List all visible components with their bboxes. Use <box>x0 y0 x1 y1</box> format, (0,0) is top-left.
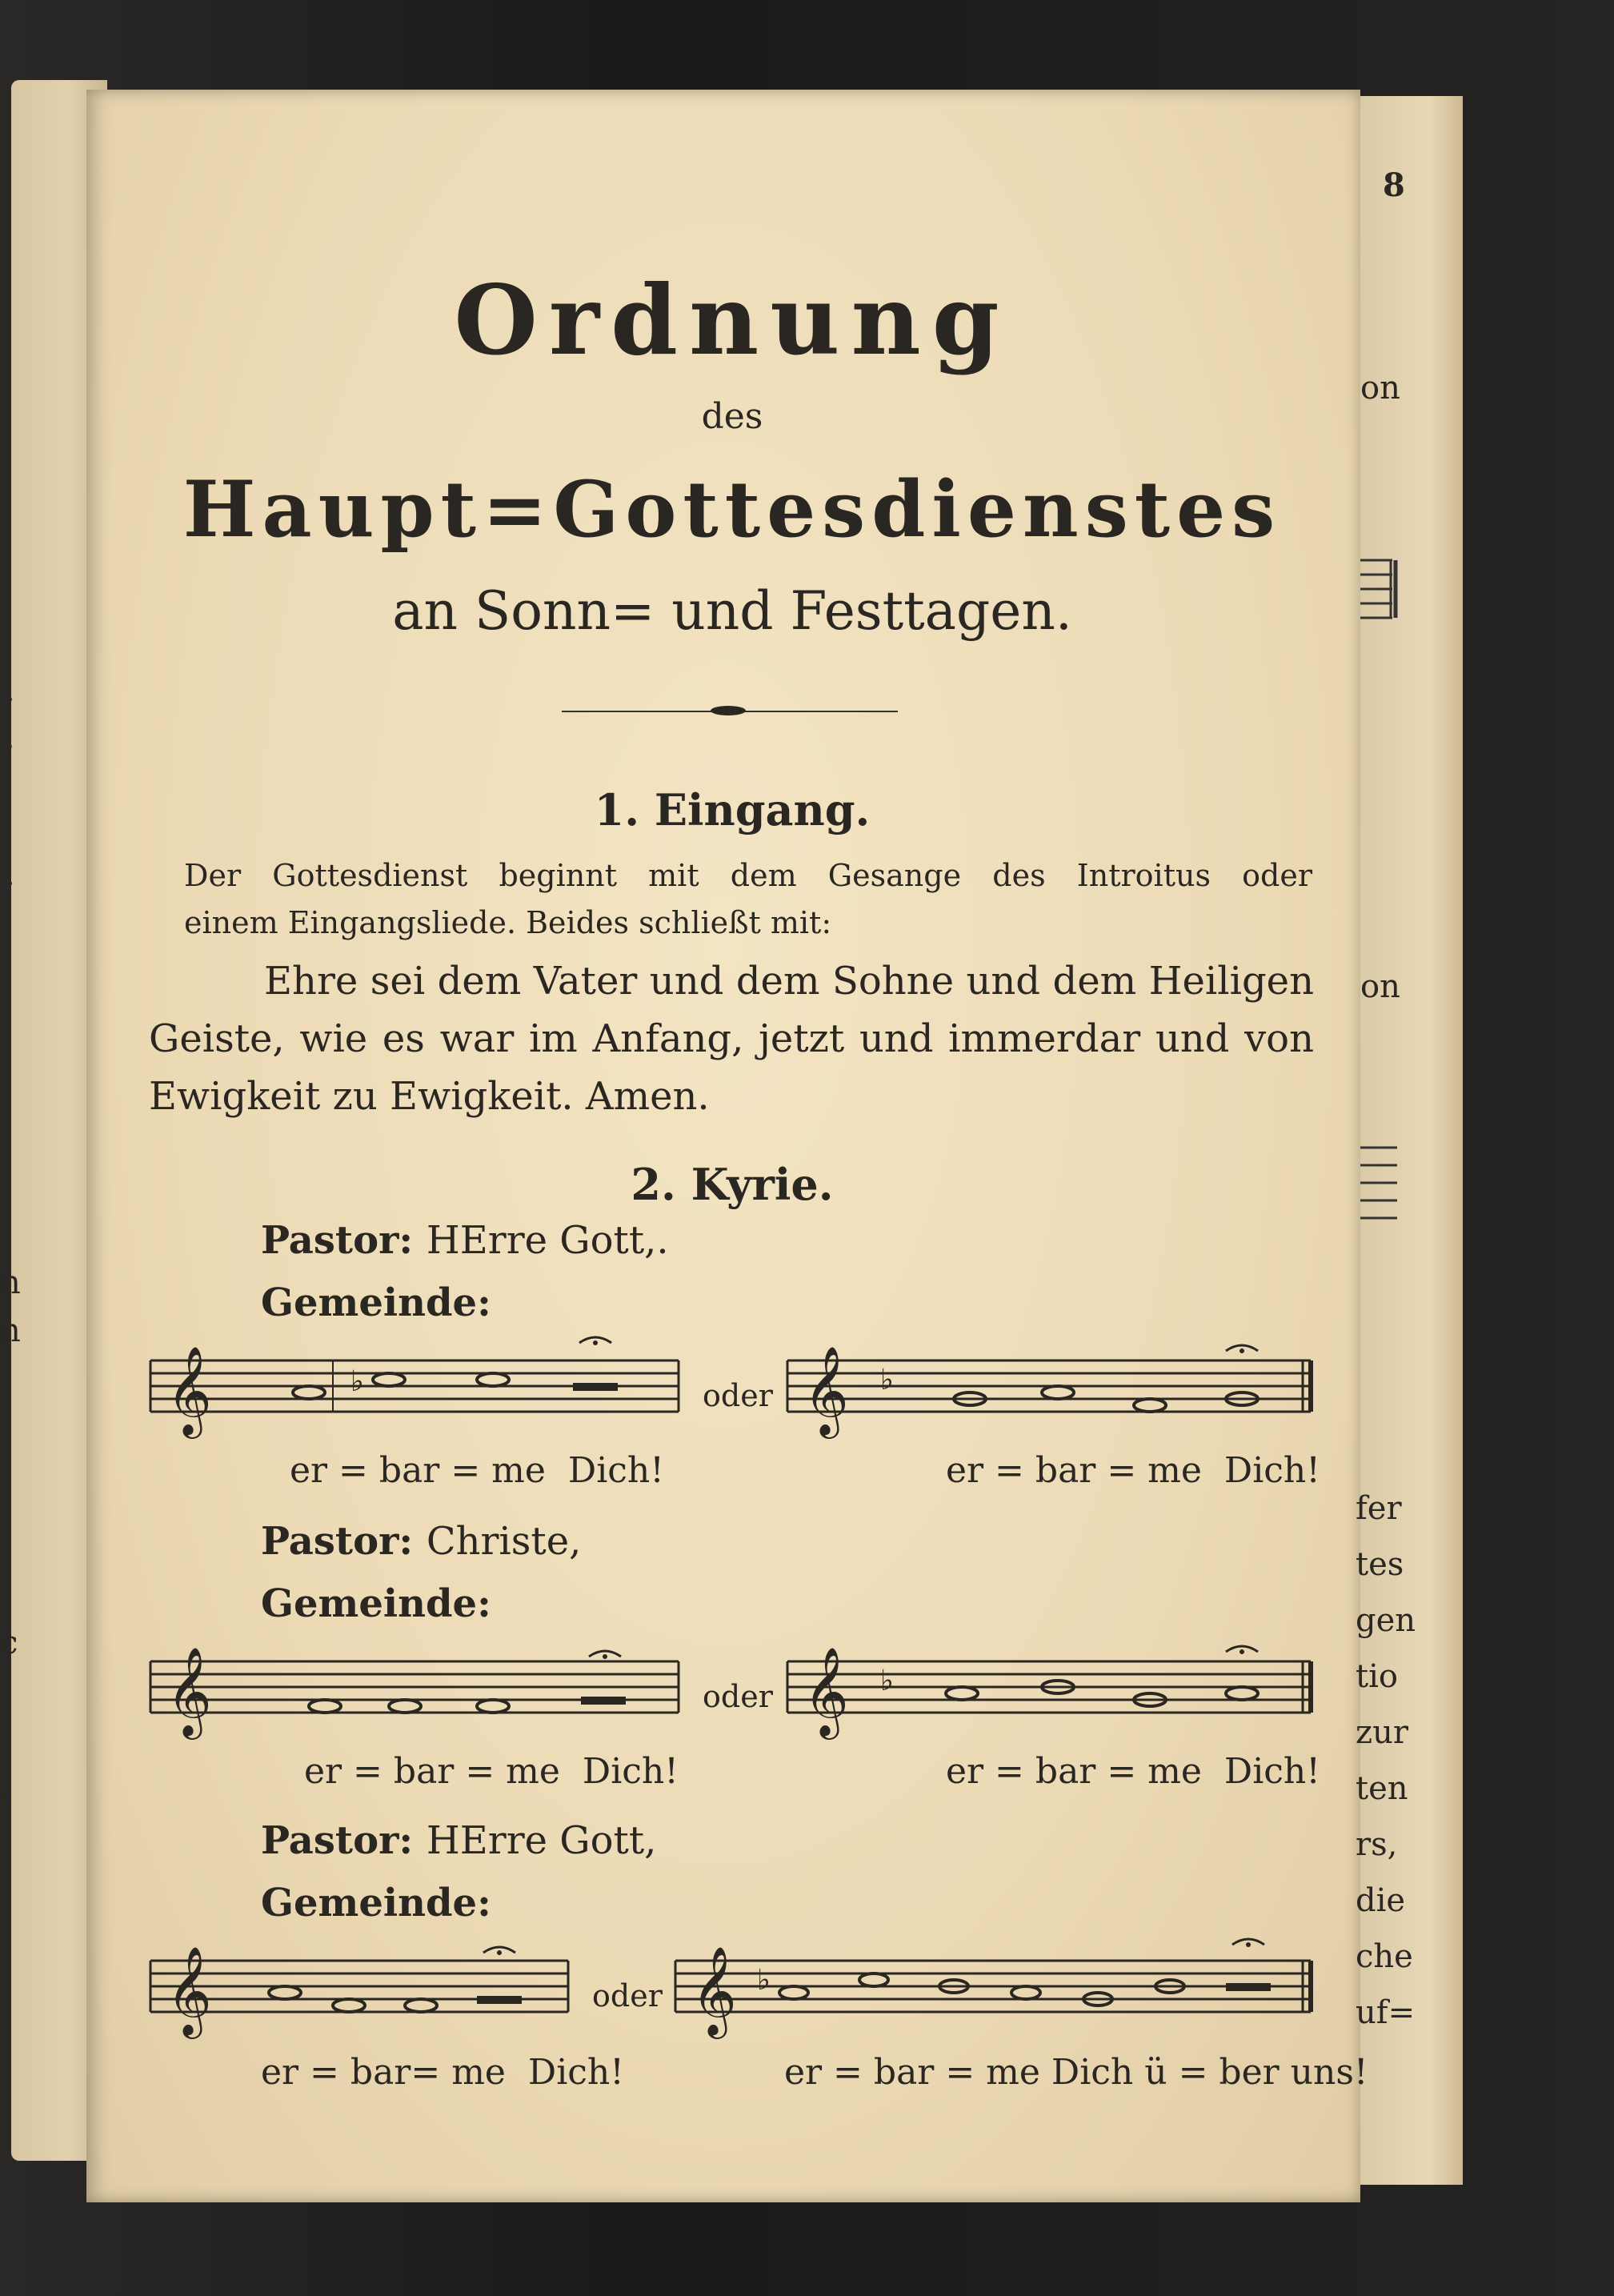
pastor-line <box>261 1818 656 1863</box>
pastor-line <box>261 1519 581 1564</box>
svg-text:𝄞: 𝄞 <box>803 1345 849 1435</box>
gloria-patri-line: Ehre sei dem Vater und dem Sohne und dem Heiligen <box>264 959 1314 1004</box>
congregation-label: Gemeinde: <box>261 1581 491 1626</box>
congregation-label: Gemeinde: <box>261 1280 491 1325</box>
lyrics: er = bar = me Dich! <box>304 1751 679 1792</box>
page-number: 8 <box>1383 166 1405 204</box>
instruction-line: Der Gottesdienst beginnt mit dem Gesange des Introitus oder <box>184 858 1312 893</box>
lyrics: er = bar= me Dich! <box>261 2052 624 2093</box>
margin-fragment: rs, <box>1356 1826 1398 1863</box>
margin-fragment: n <box>0 1264 21 1301</box>
svg-text:♭: ♭ <box>757 1964 771 1997</box>
margin-fragment: uf= <box>1356 1994 1416 2031</box>
margin-fragment: . <box>5 672 15 709</box>
music-staff <box>149 1634 683 1754</box>
lyrics: er = bar = me Dich! <box>946 1450 1320 1491</box>
svg-text:♭: ♭ <box>880 1364 894 1396</box>
music-staff <box>786 1333 1316 1453</box>
congregation-label: Gemeinde: <box>261 1881 491 1925</box>
margin-fragment: on <box>1360 370 1400 407</box>
margin-fragment: die <box>1356 1882 1406 1919</box>
music-staff <box>149 1933 573 2054</box>
subtitle: an Sonn= und Festtagen. <box>392 580 1072 642</box>
svg-text:𝄞: 𝄞 <box>166 1345 212 1435</box>
margin-fragment: gen <box>1356 1602 1416 1639</box>
or-label: oder <box>703 1679 773 1714</box>
music-staff <box>786 1634 1316 1754</box>
margin-fragment: , <box>5 720 15 757</box>
margin-fragment: che <box>1356 1938 1413 1975</box>
svg-text:𝄞: 𝄞 <box>691 1945 737 2035</box>
margin-fragment: tio <box>1356 1658 1398 1695</box>
margin-fragment: tes <box>1356 1546 1404 1583</box>
gloria-patri-line: Ewigkeit zu Ewigkeit. Amen. <box>149 1074 710 1119</box>
margin-fragment: fer <box>1356 1490 1402 1527</box>
lyrics: er = bar = me Dich ü = ber uns! <box>784 2052 1368 2093</box>
lyrics: er = bar = me Dich! <box>290 1450 664 1491</box>
section-heading-kyrie: 2. Kyrie. <box>631 1159 834 1210</box>
divider-ornament <box>704 703 752 718</box>
pastor-label: Pastor: <box>261 1519 414 1564</box>
svg-text:𝄞: 𝄞 <box>166 1646 212 1736</box>
title-connector: des <box>701 396 763 437</box>
svg-text:𝄞: 𝄞 <box>166 1945 212 2035</box>
pastor-call: Christe, <box>426 1519 582 1564</box>
svg-text:♭: ♭ <box>880 1665 894 1697</box>
instruction-line: einem Eingangsliede. Beides schließt mit: <box>184 905 832 940</box>
lyrics: er = bar = me Dich! <box>946 1751 1320 1792</box>
margin-fragment: . <box>0 1769 10 1805</box>
margin-fragment: n <box>0 1312 21 1349</box>
pastor-call: HErre Gott, <box>426 1818 657 1863</box>
gloria-patri-line: Geiste, wie es war im Anfang, jetzt und immerdar und von <box>149 1016 1314 1061</box>
margin-fragment: zur <box>1356 1714 1408 1751</box>
margin-fragment: on <box>1360 968 1400 1005</box>
or-label: oder <box>592 1978 663 2014</box>
pastor-call: HErre Gott,. <box>426 1218 669 1263</box>
margin-fragment: . <box>5 856 15 893</box>
pastor-label: Pastor: <box>261 1818 414 1863</box>
pastor-line <box>261 1218 669 1263</box>
section-heading-eingang: 1. Eingang. <box>594 784 871 835</box>
svg-text:𝄞: 𝄞 <box>803 1646 849 1736</box>
pastor-label: Pastor: <box>261 1218 414 1263</box>
margin-fragment: ten <box>1356 1770 1408 1807</box>
svg-text:♭: ♭ <box>350 1365 364 1398</box>
title-main: Haupt=Gottesdienstes <box>182 464 1282 555</box>
margin-fragment: c <box>0 1625 18 1661</box>
title-ordnung: Ordnung <box>454 264 1011 377</box>
or-label: oder <box>703 1378 773 1413</box>
music-staff <box>149 1333 683 1453</box>
music-staff <box>674 1933 1316 2054</box>
